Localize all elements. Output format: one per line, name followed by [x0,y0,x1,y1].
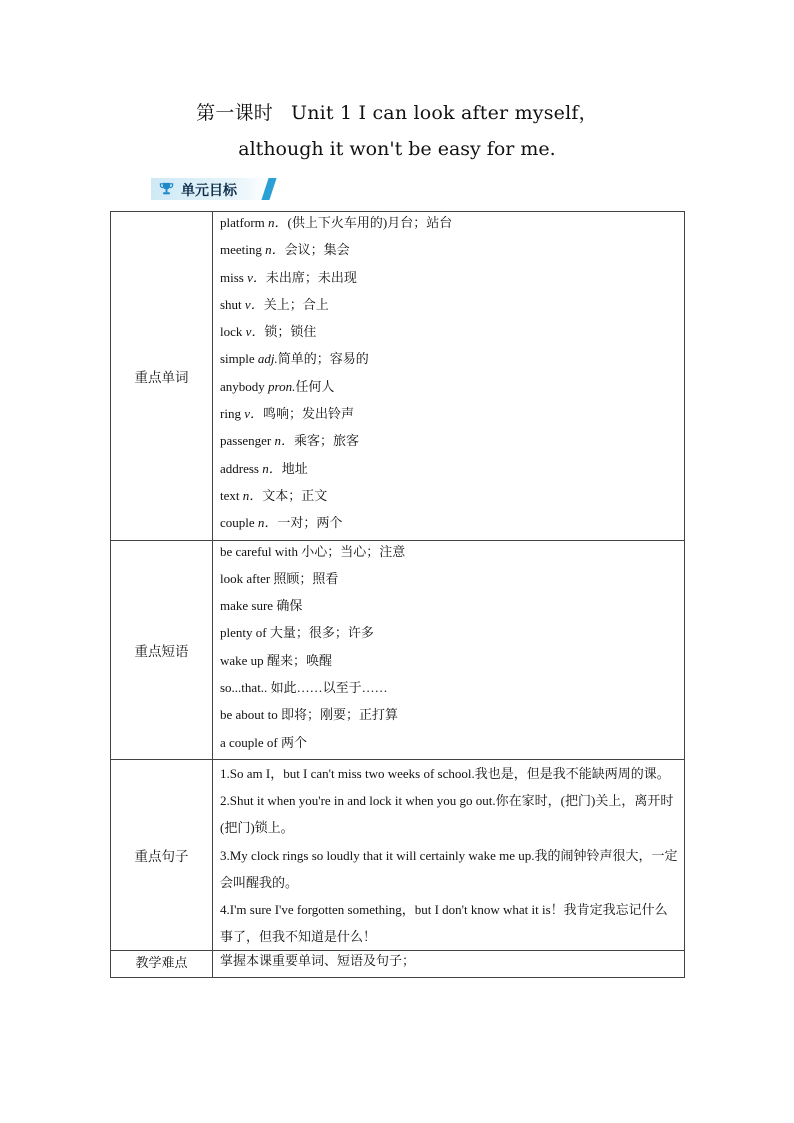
word-meaning: 鸣响；发出铃声 [262,406,354,422]
part-of-speech: n． [242,487,263,503]
objectives-table [110,211,685,978]
word-entry [220,458,678,485]
part-of-speech: n． [262,460,282,476]
phrase-meaning: 醒来；唤醒 [266,652,332,668]
word-meaning: 文本；正文 [262,487,328,503]
word-meaning: 未出席；未出现 [265,269,357,285]
phrase: so...that.. [220,680,268,696]
part-of-speech: v． [245,324,265,340]
word: lock [220,324,243,340]
phrase-entry [220,568,678,595]
phrase: be careful with [220,543,298,559]
sentence-entry: 1.So am I，but I can't miss two weeks of school.我也是，但是我不能缺两周的课。 [220,765,670,781]
word-entry [220,239,678,266]
word: anybody [220,378,265,394]
word: address [220,460,259,476]
phrase-meaning: 大量；很多；许多 [269,625,374,641]
lesson-title-line1 [0,98,794,125]
lesson-number: 第一课时 [196,102,273,124]
word-entry [220,267,678,294]
part-of-speech: pron. [268,378,296,394]
phrase-meaning: 小心；当心；注意 [301,543,406,559]
word-meaning: 地址 [281,460,308,476]
word-meaning: 任何人 [295,378,335,394]
sentence-entry: 2.Shut it when you're in and lock it when you go out.你在家时，(把门)关上，离开时(把门)锁上。 [220,793,674,836]
part-of-speech: n． [268,215,288,230]
phrase: be about to [220,707,278,723]
word-meaning: 锁；锁住 [264,324,317,340]
phrase: a couple of [220,734,278,750]
word: simple [220,351,255,367]
category-cell: 教学难点 [111,951,213,978]
section-header [151,178,273,200]
phrase: make sure [220,598,274,614]
table-row-words [111,212,685,541]
phrase-entry [220,541,678,568]
word-entry [220,212,678,239]
part-of-speech: n． [265,242,285,258]
table-row-difficulty [111,951,685,978]
word-meaning: (供上下火车用的)月台；站台 [287,215,453,230]
phrase: look after [220,570,271,586]
word-entry [220,403,678,430]
sentences-cell [213,759,685,950]
category-cell: 重点短语 [111,540,213,759]
phrase-entry [220,650,678,677]
phrase-entry [220,677,678,704]
table-row-phrases [111,540,685,759]
category-cell: 重点句子 [111,759,213,950]
phrase-meaning: 两个 [281,734,308,750]
phrase: plenty of [220,625,267,641]
word-meaning: 简单的；容易的 [277,351,369,367]
word-entry [220,321,678,348]
phrase: wake up [220,652,264,668]
phrase-meaning: 即将；刚要；正打算 [281,707,399,723]
word-meaning: 一对；两个 [277,515,343,531]
sentence-entry: 4.I'm sure I've forgotten something，but I don't know what it is！我肯定我忘记什么事了，但我不知道是什么！ [220,901,668,945]
phrase-meaning: 如此……以至于…… [270,680,388,696]
table-row-sentences [111,759,685,950]
word: passenger [220,433,272,449]
phrase-meaning: 确保 [276,598,303,614]
phrase-entry [220,622,678,649]
word: miss [220,269,244,285]
phrases-cell [213,540,685,759]
part-of-speech: n． [274,433,295,449]
word: shut [220,296,242,312]
word: couple [220,515,255,531]
word: ring [220,406,241,422]
phrase-meaning: 照顾；照看 [273,570,339,586]
part-of-speech: v． [244,296,264,312]
word-meaning: 会议；集会 [284,242,350,258]
word: meeting [220,242,262,258]
phrase-entry [220,732,678,759]
word-entry [220,485,678,512]
phrase-entry [220,704,678,731]
part-of-speech: v． [244,406,263,422]
lesson-title-line2: although it won't be easy for me. [238,138,556,160]
sentence-entry: 3.My clock rings so loudly that it will certainly wake me up.我的闹钟铃声很大，一定会叫醒我的。 [220,847,678,890]
word-meaning: 关上；合上 [263,296,329,312]
word-entry [220,430,678,457]
word-entry [220,348,678,375]
word-entry [220,294,678,321]
word: platform [220,215,265,230]
phrase-entry [220,595,678,622]
part-of-speech: adj. [257,351,278,367]
word-entry [220,376,678,403]
section-label: 单元目标 [181,183,237,199]
part-of-speech: n． [257,515,278,531]
unit-title: Unit 1 I can look after myself， [290,102,598,124]
words-cell [213,212,685,541]
category-cell: 重点单词 [111,212,213,541]
word: text [220,487,240,503]
difficulty-cell: 掌握本课重要单词、短语及句子； [213,951,685,978]
word-entry [220,512,678,539]
part-of-speech: v． [247,269,266,285]
trophy-icon [159,181,174,196]
word-meaning: 乘客；旅客 [294,433,360,449]
